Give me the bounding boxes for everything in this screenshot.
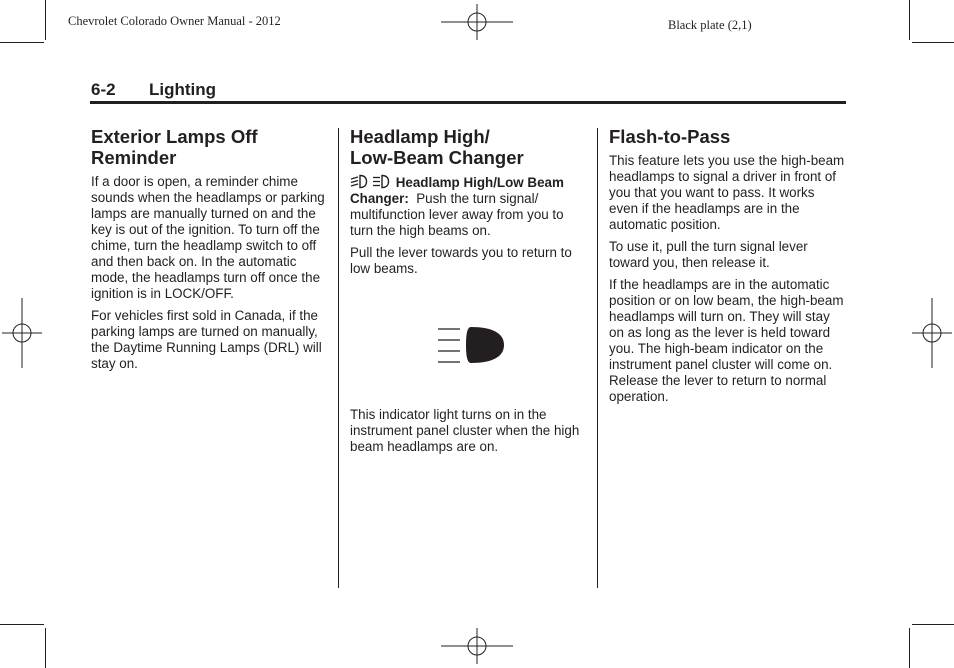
paragraph: For vehicles first sold in Canada, if the parking lamps are turned on manually, the Daytime Running Lamps (DRL) will stay on. <box>91 308 322 371</box>
column-exterior-lamps <box>91 126 327 378</box>
header-rule <box>90 101 846 104</box>
lead-text: Push the turn signal/ multifunction lever away from you to turn the high beams on. <box>350 191 564 238</box>
column-flash-to-pass <box>609 126 845 411</box>
registration-mark-top <box>441 4 513 40</box>
registration-mark-bottom <box>441 628 513 664</box>
section-title: Lighting <box>149 80 217 99</box>
crop-mark-tl-v <box>45 0 46 40</box>
paragraph: This feature lets you use the high-beam headlamps to signal a driver in front of you that you want to pass. It works even if the headlamps are in the automatic position. <box>609 153 845 232</box>
registration-mark-right <box>912 298 952 368</box>
high-beam-icon <box>372 174 392 189</box>
manual-title: Chevrolet Colorado Owner Manual - 2012 <box>68 14 281 28</box>
heading-line: Reminder <box>91 147 177 168</box>
heading-exterior-lamps <box>91 126 327 168</box>
paragraph: If a door is open, a reminder chime sounds when the headlamps or parking lamps are manually turned on and the key is out of the ignition. To turn off the chime, turn the headlamp switch to off and then back on. In the automatic mode, the headlamps turn off once the ignition is in LOCK/OFF. <box>91 174 325 301</box>
heading-headlamp-changer <box>350 126 586 168</box>
crop-mark-tl-h <box>0 42 44 43</box>
column-divider-1 <box>338 128 339 588</box>
crop-mark-tr-h <box>912 42 954 43</box>
heading-flash-to-pass: Flash-to-Pass <box>609 126 731 147</box>
paragraph: To use it, pull the turn signal lever toward you, then release it. <box>609 239 808 270</box>
paragraph: This indicator light turns on in the instrument panel cluster when the high beam headlamps are on. <box>350 407 580 454</box>
heading-line: Headlamp High/ <box>350 126 490 147</box>
column-divider-2 <box>597 128 598 588</box>
crop-mark-bl-h <box>0 624 44 625</box>
crop-mark-bl-v <box>45 628 46 668</box>
heading-line: Exterior Lamps Off <box>91 126 258 147</box>
crop-mark-br-v <box>909 628 910 668</box>
crop-mark-tr-v <box>909 0 910 40</box>
column-headlamp-changer <box>350 126 586 461</box>
high-beam-indicator-icon <box>436 323 506 367</box>
paragraph: Pull the lever towards you to return to low beams. <box>350 245 572 276</box>
registration-mark-left <box>2 298 42 368</box>
indicator-figure <box>350 283 586 379</box>
paragraph: If the headlamps are in the automatic position or on low beam, the high-beam headlamps will turn on. They will stay on as long as the lever is held toward you. The high-beam indicator on the instrument panel cluster will come on. Release the lever to return to normal operation. <box>609 277 844 404</box>
paragraph <box>350 174 586 239</box>
heading-line: Low-Beam Changer <box>350 147 524 168</box>
section-number: 6-2 <box>91 80 116 99</box>
bold-label: Headlamp High/Low Beam Changer: <box>350 175 564 206</box>
crop-mark-br-h <box>912 624 954 625</box>
low-beam-icon <box>350 174 368 189</box>
plate-label: Black plate (2,1) <box>668 18 752 32</box>
